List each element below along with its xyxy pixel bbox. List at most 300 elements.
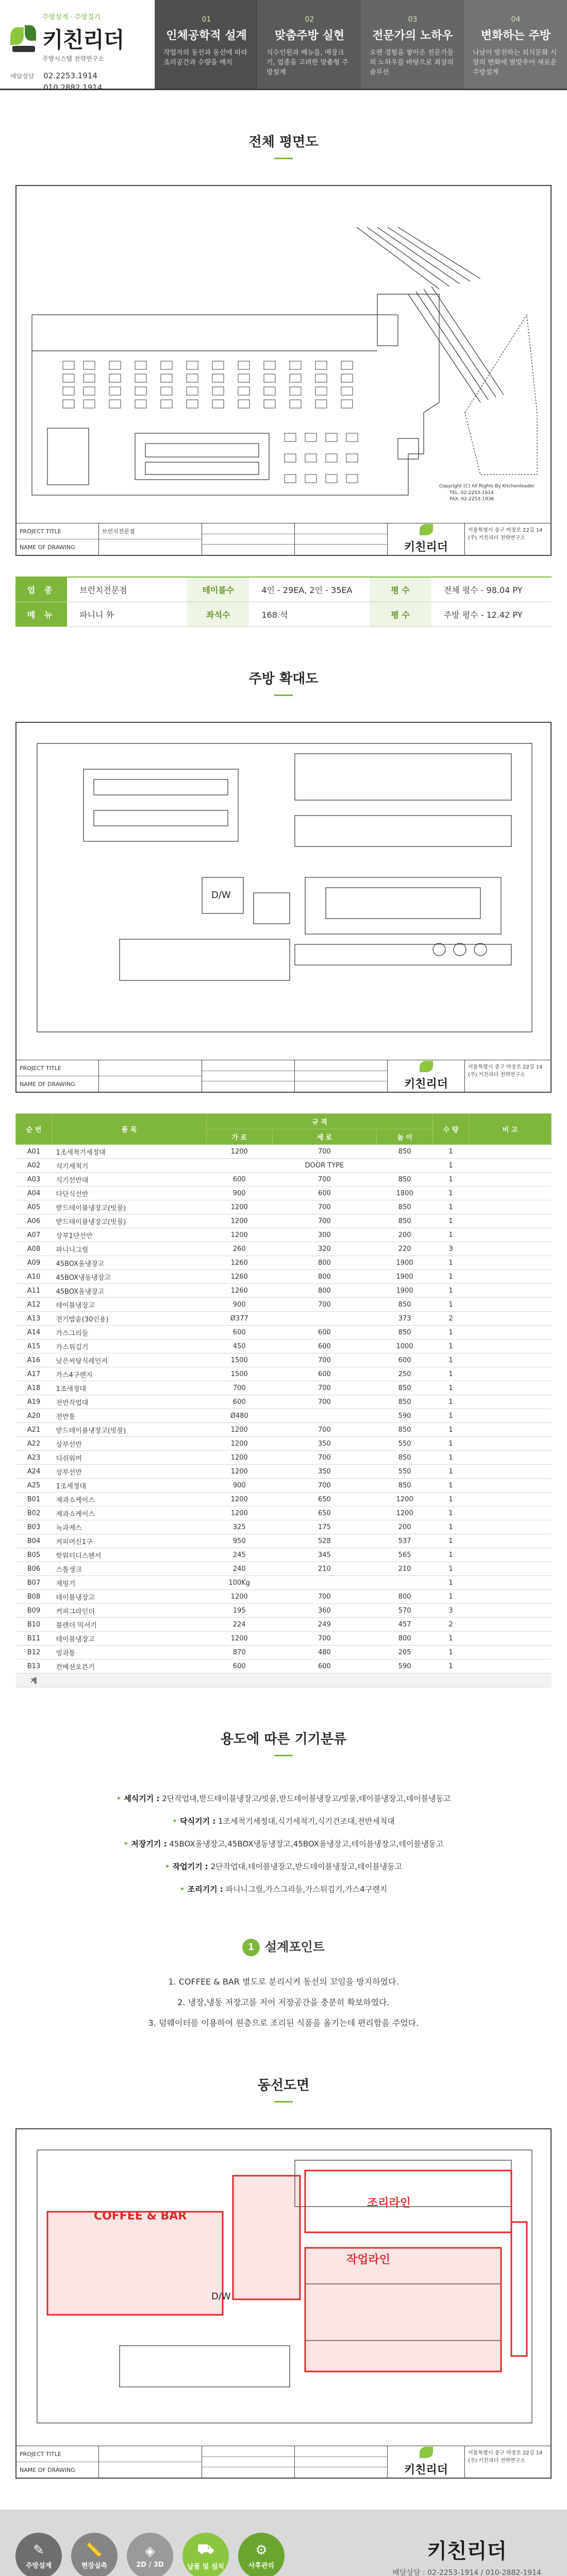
- table-cell: 블렌더 믹서기: [52, 1618, 207, 1632]
- brand-subtitle: 주방시스템 전략연구소: [42, 55, 104, 62]
- cube-icon: ◈: [145, 2543, 155, 2559]
- table-cell: 700: [272, 1353, 377, 1367]
- drawing-name-label: NAME OF DRAWING: [20, 1080, 75, 1088]
- table-cell: B05: [16, 1548, 52, 1562]
- table-cell: 1: [433, 1187, 469, 1200]
- table-row: [16, 1353, 552, 1367]
- service-survey-button[interactable]: 📏 현장실측: [71, 2533, 118, 2576]
- flow-plan-drawing: [15, 2128, 552, 2479]
- feature-title: 변화하는 주방: [480, 29, 551, 42]
- table-cell: 식기선반대: [52, 1173, 207, 1187]
- table-cell: B09: [16, 1604, 52, 1618]
- plan-tel: TEL. 02-2253-1914: [449, 490, 494, 496]
- design-point: 1. COFFEE & BAR 별도로 분리시켜 동선의 꼬임을 방지하였다.: [168, 1977, 399, 1987]
- table-cell: [469, 1284, 552, 1298]
- table-cell: 1: [433, 1423, 469, 1437]
- table-cell: 850: [377, 1173, 433, 1187]
- table-row: [16, 1604, 552, 1618]
- table-cell: 200: [377, 1520, 433, 1534]
- equipment-table: [15, 1113, 552, 1687]
- table-cell: 1: [433, 1646, 469, 1659]
- table-cell: 700: [272, 1381, 377, 1395]
- table-cell: 700: [272, 1590, 377, 1604]
- feature-title: 인체공학적 설계: [166, 29, 247, 42]
- col-depth: 세 로: [272, 1129, 377, 1145]
- design-points-list: [0, 1972, 567, 2033]
- table-cell: 700: [272, 1451, 377, 1465]
- section-title-text: 주방 확대도: [248, 671, 319, 687]
- table-cell: A09: [16, 1256, 52, 1270]
- table-cell: 550: [377, 1437, 433, 1451]
- work-line-label: 작업라인: [346, 2253, 391, 2266]
- table-cell: 1: [433, 1256, 469, 1270]
- design-points-title: 1 설계포인트: [0, 1901, 567, 1956]
- service-aftercare-button[interactable]: ⚙ 사후관리: [238, 2533, 285, 2576]
- table-cell: A07: [16, 1228, 52, 1242]
- table-cell: 디쉬워머: [52, 1451, 207, 1465]
- table-cell: 1900: [377, 1270, 433, 1284]
- info-label: 좌석수: [187, 602, 249, 626]
- cook-line-label: 조리라인: [367, 2197, 411, 2210]
- table-cell: 700: [207, 1381, 273, 1395]
- table-row: [16, 1367, 552, 1381]
- table-cell: [469, 1395, 552, 1409]
- title-block-logo: [388, 523, 465, 555]
- section-title-kitchen: [0, 627, 567, 722]
- table-cell: 900: [207, 1479, 273, 1493]
- table-cell: 800: [377, 1632, 433, 1646]
- table-cell: 가스4구렌지: [52, 1367, 207, 1381]
- table-row: [16, 1562, 552, 1576]
- table-cell: 1: [433, 1145, 469, 1159]
- table-cell: 1200: [377, 1493, 433, 1506]
- table-cell: 600: [272, 1340, 377, 1353]
- table-cell: A03: [16, 1173, 52, 1187]
- table-cell: 1: [433, 1173, 469, 1187]
- table-cell: 1200: [207, 1493, 273, 1506]
- table-cell: 650: [272, 1506, 377, 1520]
- table-cell: 800: [272, 1256, 377, 1270]
- table-cell: 650: [272, 1493, 377, 1506]
- table-cell: 1: [433, 1409, 469, 1423]
- info-label: 업 종: [15, 578, 67, 602]
- table-cell: 850: [377, 1395, 433, 1409]
- table-cell: 받드테이블냉장고(빗물): [52, 1200, 207, 1214]
- feature-title: 맞춤주방 실현: [274, 29, 345, 42]
- info-value: 파니니 外: [79, 610, 114, 620]
- info-value: 4인 - 29EA, 2인 - 35EA: [261, 585, 353, 595]
- table-cell: 600: [377, 1353, 433, 1367]
- table-cell: 1260: [207, 1284, 273, 1298]
- table-cell: 360: [272, 1604, 377, 1618]
- footer-contact: 배달상담 : 02-2253-1914 / 010-2882-1914: [392, 2568, 541, 2576]
- number-one-icon: 1: [242, 1939, 260, 1956]
- table-row: [16, 1451, 552, 1465]
- table-cell: 1900: [377, 1256, 433, 1270]
- table-cell: 상부선반: [52, 1465, 207, 1479]
- table-cell: 1200: [207, 1632, 273, 1646]
- table-cell: 1: [433, 1562, 469, 1576]
- table-cell: 600: [207, 1326, 273, 1340]
- project-info-table: [15, 577, 552, 627]
- table-cell: 528: [272, 1534, 377, 1548]
- table-row: [16, 1520, 552, 1534]
- feature-num: 01: [202, 15, 211, 24]
- info-label: 평 수: [370, 602, 431, 626]
- table-cell: [469, 1534, 552, 1548]
- table-cell: A22: [16, 1437, 52, 1451]
- table-cell: 1: [433, 1451, 469, 1465]
- info-label: 테이블수: [187, 578, 249, 602]
- feature-num: 04: [511, 15, 521, 24]
- table-cell: 1조세척기세정대: [52, 1145, 207, 1159]
- table-cell: 받드테이블냉장고(빗물): [52, 1214, 207, 1228]
- info-label: 메 뉴: [15, 602, 67, 626]
- table-row: [16, 1618, 552, 1632]
- section-title-text: 전체 평면도: [248, 134, 319, 150]
- footer-brand-name: 키친리더: [427, 2539, 507, 2563]
- floor-plan-drawing: [15, 185, 552, 556]
- usage-row: • 조리기기 : 파니니그릴,가스그리들,가스튀김기,가스4구렌지: [179, 1885, 388, 1894]
- kitchen-plan-drawing: [15, 722, 552, 1093]
- table-cell: [469, 1646, 552, 1659]
- table-cell: 590: [377, 1409, 433, 1423]
- table-row: [16, 1423, 552, 1437]
- table-cell: A23: [16, 1451, 52, 1465]
- table-cell: [469, 1187, 552, 1200]
- table-cell: 1260: [207, 1256, 273, 1270]
- table-cell: 850: [377, 1326, 433, 1340]
- table-cell: B02: [16, 1506, 52, 1520]
- table-cell: A04: [16, 1187, 52, 1200]
- table-row: [16, 1381, 552, 1395]
- service-design-button[interactable]: ✎ 주방설계: [15, 2533, 62, 2576]
- table-cell: 1200: [207, 1228, 273, 1242]
- table-row: [16, 1214, 552, 1228]
- table-row: [16, 1284, 552, 1298]
- col-height: 높 이: [377, 1129, 433, 1145]
- table-cell: 600: [272, 1659, 377, 1673]
- table-cell: Ø480: [207, 1409, 273, 1423]
- usage-classification: [41, 1787, 526, 1901]
- table-cell: A18: [16, 1381, 52, 1395]
- table-cell: 3: [433, 1242, 469, 1256]
- flow-plan-svg: [16, 2129, 551, 2447]
- table-cell: 45BOX올냉장고: [52, 1256, 207, 1270]
- brand-name: 키친리더: [42, 27, 124, 53]
- table-cell: 195: [207, 1604, 273, 1618]
- info-row-2: [15, 602, 552, 627]
- table-cell: 가스튀김기: [52, 1340, 207, 1353]
- info-value: 전체 평수 - 98.04 PY: [443, 585, 523, 595]
- kitchen-plan-svg: [16, 723, 551, 1061]
- feature-col-1: [155, 0, 258, 89]
- usage-row: • 저장기기 : 45BOX올냉장고,45BOX냉동냉장고,45BOX올냉장고,테이블냉장고,테이블냉동고: [123, 1839, 444, 1849]
- table-cell: 1: [433, 1228, 469, 1242]
- table-cell: 다단식선반: [52, 1187, 207, 1200]
- info-value: 168 석: [261, 610, 288, 620]
- table-row: [16, 1242, 552, 1256]
- leaf-logo-icon: [420, 2447, 433, 2458]
- table-cell: 550: [377, 1465, 433, 1479]
- table-cell: A05: [16, 1200, 52, 1214]
- table-cell: 700: [272, 1632, 377, 1646]
- table-cell: 1: [433, 1284, 469, 1298]
- feature-col-3: [361, 0, 464, 89]
- feature-col-4: [464, 0, 567, 89]
- table-cell: 600: [207, 1659, 273, 1673]
- table-row: [16, 1659, 552, 1673]
- table-cell: [469, 1451, 552, 1465]
- table-cell: 1: [433, 1493, 469, 1506]
- col-no: 순 번: [16, 1114, 52, 1145]
- title-block-logo-text: 키친리더: [404, 541, 448, 554]
- table-cell: A16: [16, 1353, 52, 1367]
- table-cell: 상부선반: [52, 1437, 207, 1451]
- table-cell: 1: [433, 1326, 469, 1340]
- table-cell: 320: [272, 1242, 377, 1256]
- table-cell: B08: [16, 1590, 52, 1604]
- table-cell: [469, 1409, 552, 1423]
- floor-plan-svg: [16, 186, 551, 524]
- service-icons: [0, 2533, 285, 2576]
- table-cell: B03: [16, 1520, 52, 1534]
- table-cell: A08: [16, 1242, 52, 1256]
- table-cell: [469, 1632, 552, 1646]
- table-cell: [469, 1312, 552, 1326]
- table-cell: [469, 1562, 552, 1576]
- table-cell: 1200: [207, 1214, 273, 1228]
- table-cell: [469, 1145, 552, 1159]
- table-cell: DOOR TYPE: [272, 1159, 377, 1173]
- table-cell: [207, 1159, 273, 1173]
- table-cell: 커피그라인더: [52, 1604, 207, 1618]
- table-cell: 700: [272, 1214, 377, 1228]
- table-row: [16, 1395, 552, 1409]
- table-row: [16, 1534, 552, 1548]
- table-cell: 1: [433, 1576, 469, 1590]
- table-cell: 245: [207, 1548, 273, 1562]
- table-cell: 3: [433, 1604, 469, 1618]
- table-cell: [469, 1228, 552, 1242]
- table-row: [16, 1632, 552, 1646]
- table-cell: 800: [272, 1284, 377, 1298]
- table-cell: 565: [377, 1548, 433, 1562]
- table-cell: [469, 1548, 552, 1562]
- table-cell: 1: [433, 1437, 469, 1451]
- table-cell: 1200: [207, 1423, 273, 1437]
- table-cell: 1조세정대: [52, 1381, 207, 1395]
- table-cell: [469, 1479, 552, 1493]
- table-cell: 850: [377, 1381, 433, 1395]
- table-cell: 100Kg: [207, 1576, 273, 1590]
- section-title-usage: [0, 1687, 567, 1782]
- table-cell: [469, 1200, 552, 1214]
- feature-desc: 나날이 발전하는 외식문화 시장의 변화에 발맞추어 새로운 주방설계: [473, 49, 557, 76]
- table-row: [16, 1228, 552, 1242]
- table-cell: 345: [272, 1548, 377, 1562]
- table-cell: 1: [433, 1659, 469, 1673]
- feature-desc: 식수인원과 메뉴를, 매장크기, 업종을 고려한 맞춤형 주방설계: [266, 49, 348, 76]
- drawing-title-block: [16, 2446, 551, 2478]
- table-cell: A13: [16, 1312, 52, 1326]
- table-row: [16, 1145, 552, 1159]
- table-cell: 1: [433, 1506, 469, 1520]
- table-cell: 1: [433, 1298, 469, 1312]
- table-cell: 600: [272, 1326, 377, 1340]
- table-cell: 1: [433, 1340, 469, 1353]
- table-cell: 1: [433, 1270, 469, 1284]
- table-cell: 850: [377, 1298, 433, 1312]
- table-cell: 컨베션오븐기: [52, 1659, 207, 1673]
- col-name: 품 목: [52, 1114, 207, 1145]
- table-row: [16, 1256, 552, 1270]
- table-cell: 700: [272, 1423, 377, 1437]
- table-cell: [469, 1423, 552, 1437]
- table-cell: 450: [207, 1340, 273, 1353]
- table-cell: 낮은씨탕식레인지: [52, 1353, 207, 1367]
- table-cell: 계: [16, 1673, 52, 1687]
- table-cell: 590: [377, 1659, 433, 1673]
- footer-logo: [392, 2535, 567, 2576]
- table-cell: [469, 1340, 552, 1353]
- table-cell: 870: [207, 1646, 273, 1659]
- table-cell: [469, 1506, 552, 1520]
- table-cell: 전기밥솥(30인용): [52, 1312, 207, 1326]
- table-cell: 300: [272, 1228, 377, 1242]
- table-cell: 전반통: [52, 1409, 207, 1423]
- equipment-table-body: [16, 1145, 552, 1687]
- table-cell: [469, 1159, 552, 1173]
- table-cell: 850: [377, 1479, 433, 1493]
- table-cell: 200: [377, 1228, 433, 1242]
- table-cell: B07: [16, 1576, 52, 1590]
- table-cell: [469, 1520, 552, 1534]
- table-cell: [377, 1576, 433, 1590]
- table-cell: 커피머신1구: [52, 1534, 207, 1548]
- tel-2: 010.2882.1914: [43, 83, 103, 92]
- table-cell: [469, 1214, 552, 1228]
- table-cell: 850: [377, 1451, 433, 1465]
- table-cell: 570: [377, 1604, 433, 1618]
- table-cell: 1900: [377, 1284, 433, 1298]
- table-row: [16, 1479, 552, 1493]
- table-cell: A11: [16, 1284, 52, 1298]
- pencil-icon: ✎: [33, 2542, 44, 2558]
- drawing-title-block: [16, 1060, 551, 1092]
- table-cell: Ø377: [207, 1312, 273, 1326]
- table-cell: 1200: [207, 1506, 273, 1520]
- design-point: 2. 냉장,냉동 저장고를 저어 저장공간을 충분히 확보하였다.: [177, 1997, 390, 2007]
- table-row: [16, 1548, 552, 1562]
- title-block-address: 서울특별시 중구 마장로 22길 14 (주) 키친리더 전략연구소: [468, 528, 543, 541]
- table-cell: 224: [207, 1618, 273, 1632]
- table-cell: [377, 1159, 433, 1173]
- table-cell: 1260: [207, 1270, 273, 1284]
- table-cell: 녹과케스: [52, 1520, 207, 1534]
- table-cell: 1: [433, 1632, 469, 1646]
- table-cell: [272, 1409, 377, 1423]
- dumbwaiter-label: D/W: [211, 890, 231, 901]
- project-title-label: PROJECT TITLE: [16, 523, 98, 539]
- table-row: [16, 1493, 552, 1506]
- info-value: 브런치전문점: [79, 585, 127, 595]
- table-cell: 900: [207, 1187, 273, 1200]
- brand-tagline: 주방설계 · 주방집기: [42, 13, 101, 21]
- table-cell: 700: [272, 1145, 377, 1159]
- table-cell: 전반작업대: [52, 1395, 207, 1409]
- table-cell: [469, 1465, 552, 1479]
- col-note: 비 고: [469, 1114, 552, 1145]
- table-cell: 1: [433, 1534, 469, 1548]
- col-spec: 규 격: [207, 1114, 433, 1129]
- plan-copyright: Copyright (C) All Rights By Kitchenleader: [439, 484, 535, 489]
- usage-row: • 닥식기기 : 1조세척기세정대,식기세척기,식기건조대,전반세척대: [172, 1817, 395, 1826]
- table-cell: 1500: [207, 1353, 273, 1367]
- table-cell: 249: [272, 1618, 377, 1632]
- table-cell: 테이블냉장고: [52, 1298, 207, 1312]
- table-cell: 테이블냉장고: [52, 1590, 207, 1604]
- leaf-logo-icon: [420, 524, 433, 535]
- table-row: [16, 1409, 552, 1423]
- table-cell: [469, 1353, 552, 1367]
- col-width: 가 로: [207, 1129, 273, 1145]
- table-cell: B11: [16, 1632, 52, 1646]
- table-row: [16, 1159, 552, 1173]
- table-cell: [469, 1242, 552, 1256]
- table-cell: 700: [272, 1395, 377, 1409]
- title-block-logo: 키친리더: [388, 1060, 465, 1092]
- table-cell: 1200: [207, 1451, 273, 1465]
- table-cell: 700: [272, 1200, 377, 1214]
- table-row: [16, 1173, 552, 1187]
- service-2d3d-button[interactable]: ◈ 2D / 3D: [127, 2533, 173, 2576]
- table-cell: 1200: [207, 1465, 273, 1479]
- table-cell: [469, 1437, 552, 1451]
- service-install-button[interactable]: ⛟ 납품 및 설치: [182, 2533, 229, 2576]
- drawing-name-label: NAME OF DRAWING: [20, 544, 75, 551]
- info-label: 평 수: [370, 578, 431, 602]
- table-cell: 1: [433, 1214, 469, 1228]
- table-cell: 1: [433, 1159, 469, 1173]
- table-cell: 제과쇼케이스: [52, 1506, 207, 1520]
- table-cell: 325: [207, 1520, 273, 1534]
- table-cell: 45BOX냉동냉장고: [52, 1270, 207, 1284]
- table-cell: 1: [433, 1381, 469, 1395]
- table-cell: 240: [207, 1562, 273, 1576]
- table-cell: 210: [272, 1562, 377, 1576]
- title-block-address: 서울특별시 중구 마장로 22길 14 (주) 키친리더 전략연구소: [468, 1064, 543, 1078]
- table-cell: [469, 1493, 552, 1506]
- project-title-value: 브런치전문점: [99, 523, 202, 539]
- feature-desc: 작업자의 동선과 동선에 따라 조리공간과 수량을 배치: [163, 49, 248, 66]
- table-cell: A06: [16, 1214, 52, 1228]
- table-row: [16, 1187, 552, 1200]
- feature-col-2: [258, 0, 361, 89]
- table-row: [16, 1646, 552, 1659]
- brand-logo[interactable]: [10, 23, 144, 54]
- wrench-icon: ⚙: [255, 2542, 268, 2558]
- table-row: [16, 1326, 552, 1340]
- table-cell: 45BOX올냉장고: [52, 1284, 207, 1298]
- table-cell: 1200: [207, 1145, 273, 1159]
- table-cell: [469, 1381, 552, 1395]
- table-cell: 350: [272, 1437, 377, 1451]
- brand-block: [0, 0, 155, 92]
- feature-num: 03: [408, 15, 418, 24]
- table-cell: A24: [16, 1465, 52, 1479]
- page-header: [0, 0, 567, 90]
